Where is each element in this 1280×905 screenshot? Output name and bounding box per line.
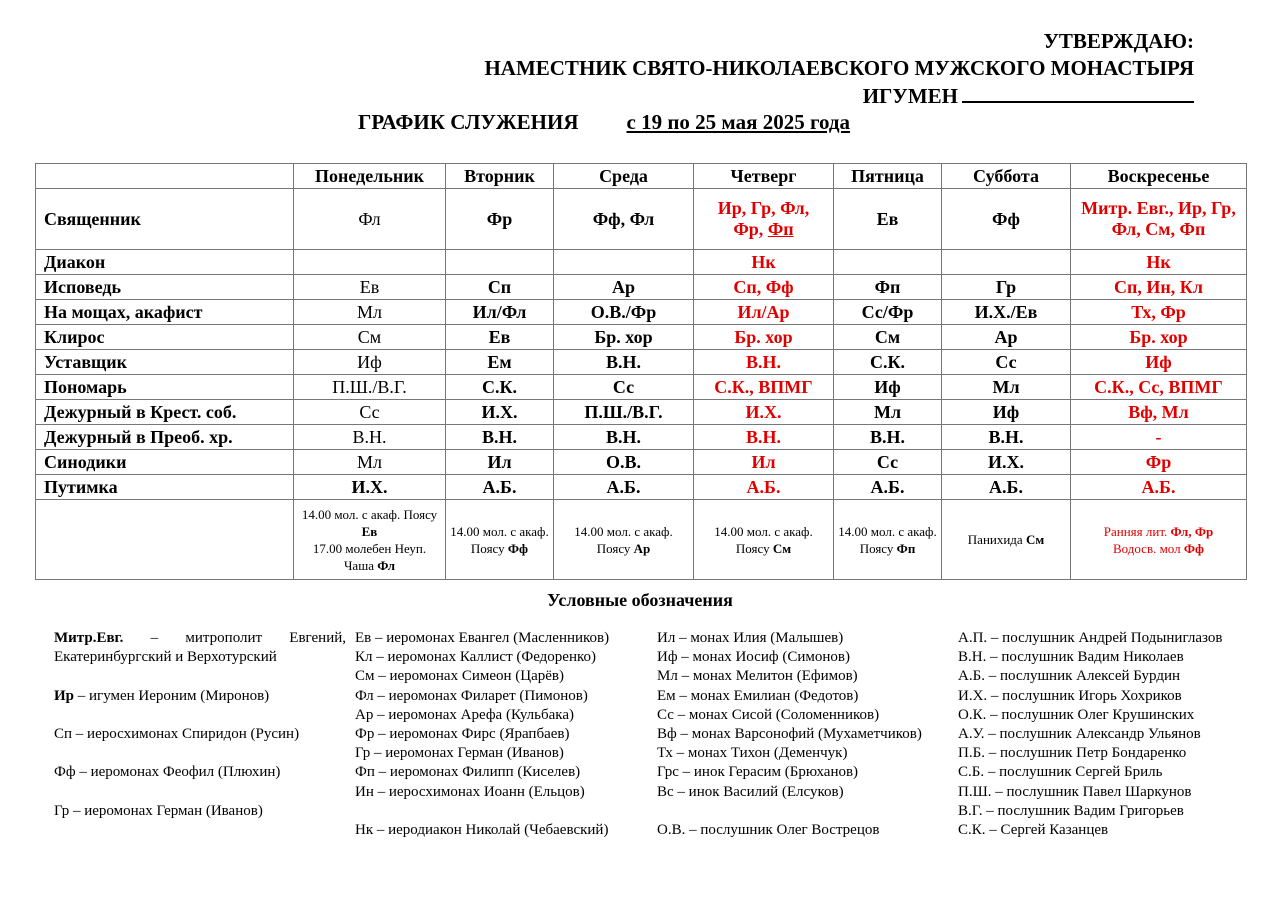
table-cell: Ев <box>294 275 446 300</box>
table-cell: Бр. хор <box>554 325 694 350</box>
legend-entry <box>54 629 346 667</box>
table-cell: А.Б. <box>554 475 694 500</box>
note-text: 14.00 мол. с акаф. Поясу <box>714 523 813 556</box>
notes-cell-thursday <box>694 500 834 580</box>
table-cell: Иф <box>294 350 446 375</box>
table-cell: С.К., Сс, ВПМГ <box>1071 375 1247 400</box>
table-row <box>36 375 1247 400</box>
table-row <box>36 300 1247 325</box>
role-cell: Диакон <box>36 250 294 275</box>
table-row <box>36 189 1247 250</box>
approver-position: НАМЕСТНИК СВЯТО-НИКОЛАЕВСКОГО МУЖСКОГО МОНАСТЫРЯ <box>484 56 1194 80</box>
note-person: Фф <box>507 540 529 556</box>
table-cell: Нк <box>1071 250 1247 275</box>
role-cell: Пономарь <box>36 375 294 400</box>
header-row <box>36 164 1247 189</box>
table-row <box>36 250 1247 275</box>
legend-entry: И.Х. – послушник Игорь Хохриков <box>958 687 1182 704</box>
note-text: Ранняя лит. <box>1103 523 1168 539</box>
table-cell <box>834 250 942 275</box>
table-row <box>36 425 1247 450</box>
table-cell <box>554 250 694 275</box>
table-cell: П.Ш./В.Г. <box>554 400 694 425</box>
table-cell: Сс <box>554 375 694 400</box>
legend-entry: П.Ш. – послушник Павел Шаркунов <box>958 783 1192 800</box>
thu-priests-b: Фр, <box>733 219 764 239</box>
table-cell: С.К. <box>834 350 942 375</box>
day-header: Пятница <box>834 164 942 189</box>
note-person: Ев <box>361 523 378 539</box>
legend-abbr: Фф <box>54 764 76 781</box>
legend-entry: Сс – монах Сисой (Соломенников) <box>657 706 880 723</box>
table-cell: И.Х./Ев <box>942 300 1071 325</box>
legend-entry: В.Г. – послушник Вадим Григорьев <box>958 802 1184 819</box>
role-cell: Священник <box>36 189 294 250</box>
notes-cell-saturday <box>942 500 1071 580</box>
table-cell: Иф <box>1071 350 1247 375</box>
table-cell <box>446 250 554 275</box>
legend-text: – иеромонах Герман (Иванов) <box>72 802 263 819</box>
legend-entry <box>54 725 346 744</box>
note-text: Панихида <box>967 532 1023 547</box>
approver-rank-line <box>863 81 1194 110</box>
legend-entry: Гр – иеромонах Герман (Иванов) <box>355 745 564 762</box>
table-cell <box>942 250 1071 275</box>
legend-text: – игумен Иероним (Миронов) <box>77 687 270 704</box>
day-header: Понедельник <box>294 164 446 189</box>
table-cell: Сс <box>294 400 446 425</box>
legend-entry: Ем – монах Емилиан (Федотов) <box>657 687 859 704</box>
table-cell: О.В. <box>554 450 694 475</box>
legend-entry: Иф – монах Иосиф (Симонов) <box>657 649 850 666</box>
notes-cell-monday <box>294 500 446 580</box>
day-header: Суббота <box>942 164 1071 189</box>
note-text: 14.00 мол. с акаф. Поясу <box>301 506 438 522</box>
table-cell: Ил <box>694 450 834 475</box>
legend-entry: Ев – иеромонах Евангел (Масленников) <box>355 630 610 646</box>
legend-entry: Кл – иеромонах Каллист (Федоренко) <box>355 649 597 666</box>
day-header: Четверг <box>694 164 834 189</box>
notes-cell-friday <box>834 500 942 580</box>
table-cell: А.Б. <box>834 475 942 500</box>
note-text: 14.00 мол. с акаф. Поясу <box>838 523 937 556</box>
legend-abbr: Ир <box>54 687 75 704</box>
table-cell: Ил <box>446 450 554 475</box>
table-cell: Фр <box>1071 450 1247 475</box>
table-cell: Сс/Фр <box>834 300 942 325</box>
table-cell: Ар <box>554 275 694 300</box>
table-cell: Бр. хор <box>1071 325 1247 350</box>
table-row <box>36 450 1247 475</box>
legend-entry: П.Б. – послушник Петр Бондаренко <box>958 745 1187 762</box>
table-cell: Митр. Евг., Ир, Гр, Фл, См, Фп <box>1071 189 1247 250</box>
notes-cell-wednesday <box>554 500 694 580</box>
table-cell: Ев <box>446 325 554 350</box>
legend-abbr: Гр <box>54 802 70 819</box>
table-cell: И.Х. <box>694 400 834 425</box>
role-cell: Дежурный в Крест. соб. <box>36 400 294 425</box>
role-cell: На мощах, акафист <box>36 300 294 325</box>
table-cell <box>294 250 446 275</box>
table-cell-thursday <box>694 189 834 250</box>
legend-column-1 <box>54 629 346 821</box>
legend-abbr: Сп <box>54 725 73 742</box>
role-cell: Уставщик <box>36 350 294 375</box>
note-text: 14.00 мол. с акаф. Поясу <box>574 523 673 556</box>
day-header: Воскресенье <box>1071 164 1247 189</box>
legend-entry: См – иеромонах Симеон (Царёв) <box>355 668 565 685</box>
table-cell: Фф, Фл <box>554 189 694 250</box>
table-cell: Сс <box>942 350 1071 375</box>
table-row <box>36 400 1247 425</box>
legend-entry: С.К. – Сергей Казанцев <box>958 821 1109 838</box>
table-cell: В.Н. <box>554 350 694 375</box>
legend-entry: А.У. – послушник Александр Ульянов <box>958 725 1201 742</box>
note-text: 14.00 мол. с акаф. Поясу <box>450 523 549 556</box>
legend-entry: Фр – иеромонах Фирс (Ярапбаев) <box>355 725 570 742</box>
table-cell: И.Х. <box>294 475 446 500</box>
note-text: Водосв. мол <box>1112 540 1181 556</box>
legend-spacer <box>54 744 346 763</box>
legend-entry <box>54 763 346 782</box>
table-cell: Сп <box>446 275 554 300</box>
legend-entry: О.В. – послушник Олег Вострецов <box>657 821 880 838</box>
table-cell: И.Х. <box>942 450 1071 475</box>
note-person: Ар <box>633 540 651 556</box>
table-cell: Мл <box>294 300 446 325</box>
table-row <box>36 475 1247 500</box>
role-cell: Дежурный в Преоб. хр. <box>36 425 294 450</box>
table-cell: Ем <box>446 350 554 375</box>
legend-entry: Ил – монах Илия (Малышев) <box>657 630 844 646</box>
table-cell: Фф <box>942 189 1071 250</box>
table-cell: Сс <box>834 450 942 475</box>
legend-text: – иеросхимонах Спиридон (Русин) <box>75 725 300 742</box>
table-cell: В.Н. <box>694 425 834 450</box>
legend-spacer <box>54 667 346 686</box>
table-cell: Гр <box>942 275 1071 300</box>
table-cell: Фр <box>446 189 554 250</box>
table-cell: Иф <box>942 400 1071 425</box>
legend-entry: Вс – инок Василий (Елсуков) <box>657 783 844 800</box>
legend-entry: Тх – монах Тихон (Деменчук) <box>657 745 848 762</box>
table-cell: Мл <box>942 375 1071 400</box>
signature-line <box>962 81 1194 103</box>
note-person: См <box>1025 532 1045 547</box>
table-cell: В.Н. <box>942 425 1071 450</box>
note-person: Фл, Фр <box>1170 523 1214 539</box>
table-cell: Сп, Фф <box>694 275 834 300</box>
approve-label: УТВЕРЖДАЮ: <box>1043 29 1194 53</box>
table-cell: И.Х. <box>446 400 554 425</box>
table-cell: С.К. <box>446 375 554 400</box>
table-cell: В.Н. <box>554 425 694 450</box>
legend-column-3 <box>657 629 922 840</box>
notes-cell-tuesday <box>446 500 554 580</box>
corner-cell <box>36 164 294 189</box>
note-person: Фф <box>1183 540 1205 556</box>
table-cell: Тх, Фр <box>1071 300 1247 325</box>
approver-rank: ИГУМЕН <box>862 84 958 108</box>
table-cell: - <box>1071 425 1247 450</box>
table-cell: А.Б. <box>1071 475 1247 500</box>
table-cell: Сп, Ин, Кл <box>1071 275 1247 300</box>
table-cell: Вф, Мл <box>1071 400 1247 425</box>
legend-entry: Нк – иеродиакон Николай (Чебаевский) <box>355 821 609 838</box>
legend-entry: А.Б. – послушник Алексей Бурдин <box>958 668 1181 685</box>
legend-entry <box>54 687 346 706</box>
table-cell: Бр. хор <box>694 325 834 350</box>
thu-priests-c: Фп <box>767 219 794 239</box>
legend-text: – митрополит Евгений, Екатеринбургский и Верхотурский <box>54 630 346 666</box>
legend-spacer <box>54 783 346 802</box>
schedule-table <box>35 163 1247 580</box>
table-cell: Ар <box>942 325 1071 350</box>
table-cell: А.Б. <box>694 475 834 500</box>
legend-entry <box>54 802 346 821</box>
role-cell: Клирос <box>36 325 294 350</box>
schedule-title <box>358 110 850 135</box>
legend-entry <box>355 802 609 821</box>
table-cell: В.Н. <box>294 425 446 450</box>
role-cell: Путимка <box>36 475 294 500</box>
table-cell: А.Б. <box>942 475 1071 500</box>
legend-entry: Фл – иеромонах Филарет (Пимонов) <box>355 687 588 704</box>
table-cell: Ил/Фл <box>446 300 554 325</box>
legend-entry: Мл – монах Мелитон (Ефимов) <box>657 668 858 685</box>
table-cell: Ев <box>834 189 942 250</box>
table-cell: Ил/Ар <box>694 300 834 325</box>
legend-entry: С.Б. – послушник Сергей Бриль <box>958 764 1163 781</box>
role-cell: Синодики <box>36 450 294 475</box>
role-cell: Исповедь <box>36 275 294 300</box>
table-cell: См <box>834 325 942 350</box>
table-cell: Нк <box>694 250 834 275</box>
table-cell: Иф <box>834 375 942 400</box>
title-dates: с 19 по 25 мая 2025 года <box>626 110 850 134</box>
table-cell: Мл <box>834 400 942 425</box>
legend-column-2 <box>355 629 609 840</box>
legend-title: Условные обозначения <box>547 590 733 610</box>
legend-entry: Ар – иеромонах Арефа (Кульбака) <box>355 706 575 723</box>
table-row <box>36 275 1247 300</box>
legend-text: – иеромонах Феофил (Плюхин) <box>79 764 281 781</box>
table-cell: С.К., ВПМГ <box>694 375 834 400</box>
table-cell: Мл <box>294 450 446 475</box>
note-person: Фл <box>377 557 396 573</box>
legend-entry: Фп – иеромонах Филипп (Киселев) <box>355 764 581 781</box>
table-cell: Фл <box>294 189 446 250</box>
table-cell: См <box>294 325 446 350</box>
legend-entry: А.П. – послушник Андрей Подыниглазов <box>958 630 1223 646</box>
day-header: Вторник <box>446 164 554 189</box>
legend-entry <box>657 802 922 821</box>
day-header: Среда <box>554 164 694 189</box>
legend-abbr: Митр.Евг. <box>54 630 124 646</box>
title-text: ГРАФИК СЛУЖЕНИЯ <box>358 110 579 134</box>
legend-entry: Ин – иеросхимонах Иоанн (Ельцов) <box>355 783 585 800</box>
table-cell: А.Б. <box>446 475 554 500</box>
note-person: Фп <box>896 540 916 556</box>
table-cell: В.Н. <box>834 425 942 450</box>
legend-spacer <box>54 706 346 725</box>
table-cell: В.Н. <box>694 350 834 375</box>
legend-entry: О.К. – послушник Олег Крушинских <box>958 706 1195 723</box>
legend-column-4 <box>958 629 1222 840</box>
table-cell: В.Н. <box>446 425 554 450</box>
legend-entry: Вф – монах Варсонофий (Мухаметчиков) <box>657 725 922 742</box>
notes-row <box>36 500 1247 580</box>
table-row <box>36 350 1247 375</box>
notes-cell-sunday <box>1071 500 1247 580</box>
legend-entry: Грс – инок Герасим (Брюханов) <box>657 764 859 781</box>
note-person: См <box>772 540 792 556</box>
note-text: 17.00 молебен Неуп. Чаша <box>312 540 427 573</box>
thu-priests-a: Ир, Гр, Фл, <box>717 198 810 218</box>
table-cell: О.В./Фр <box>554 300 694 325</box>
table-cell: П.Ш./В.Г. <box>294 375 446 400</box>
table-row <box>36 325 1247 350</box>
table-cell: Фп <box>834 275 942 300</box>
legend-entry: В.Н. – послушник Вадим Николаев <box>958 649 1184 666</box>
notes-empty-cell <box>36 500 294 580</box>
